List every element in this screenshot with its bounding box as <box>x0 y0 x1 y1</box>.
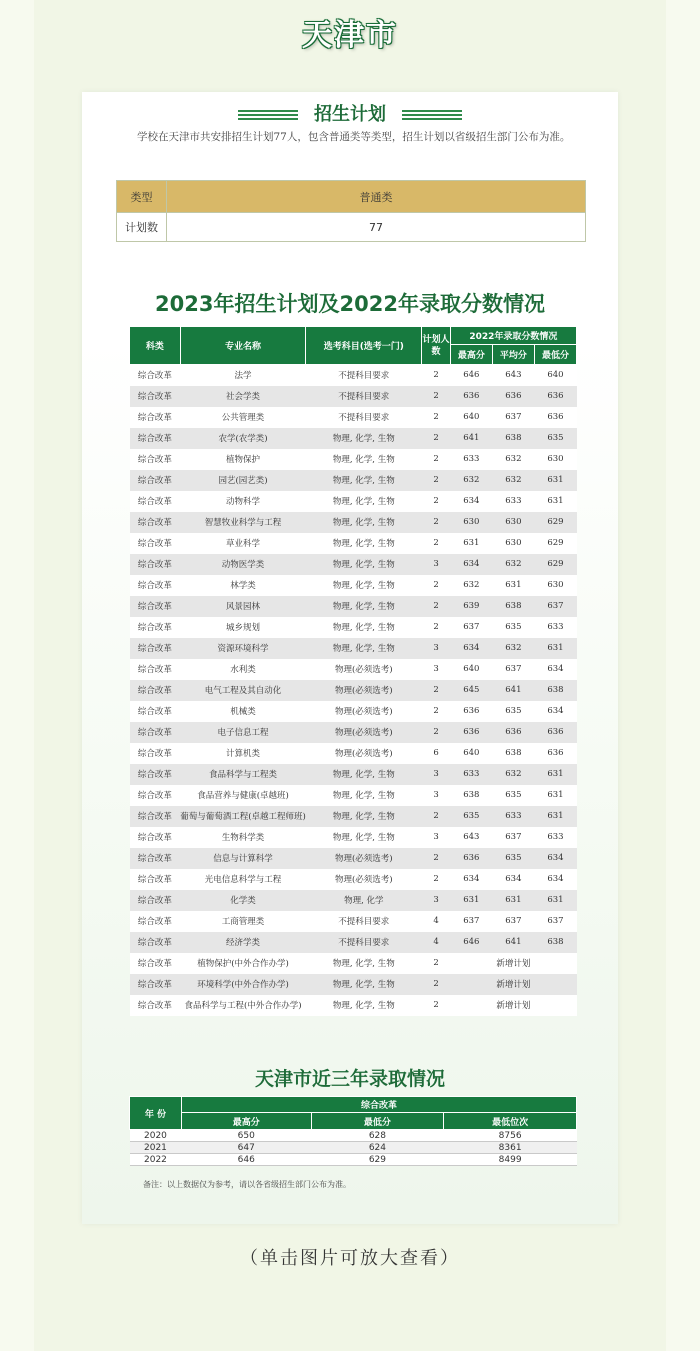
plan-intro: 学校在天津市共安排招生计划77人，包含普通类等类型，招生计划以省级招生部门公布为准。 <box>137 131 571 143</box>
cell-category: 综合改革 <box>130 827 181 848</box>
table-row <box>130 428 577 449</box>
cell-max: 632 <box>450 470 492 491</box>
cell-avg: 635 <box>492 617 534 638</box>
cell-category: 综合改革 <box>130 680 181 701</box>
cell-subjects: 物理, 化学, 生物 <box>306 995 422 1016</box>
cell-major: 资源环境科学 <box>180 638 306 659</box>
cell-subjects: 物理, 化学, 生物 <box>306 554 422 575</box>
cell-avg: 635 <box>492 701 534 722</box>
cell-min: 631 <box>534 470 576 491</box>
cell-new-plan: 新增计划 <box>450 953 576 974</box>
cell-min: 634 <box>534 869 576 890</box>
cell-major: 化学类 <box>180 890 306 911</box>
plan-heading-text: 招生计划 <box>314 104 386 125</box>
cell-plan: 2 <box>422 953 451 974</box>
cell-avg: 631 <box>492 575 534 596</box>
cell-subjects: 物理, 化学, 生物 <box>306 827 422 848</box>
cell-max: 640 <box>450 743 492 764</box>
table-row <box>130 386 577 407</box>
table-row <box>130 890 577 911</box>
table-row <box>130 911 577 932</box>
cell-major: 环境科学(中外合作办学) <box>180 974 306 995</box>
cell-avg: 630 <box>492 533 534 554</box>
cell-major: 动物科学 <box>180 491 306 512</box>
cell-min: 629 <box>534 512 576 533</box>
cell-category: 综合改革 <box>130 890 181 911</box>
cell-category: 综合改革 <box>130 575 181 596</box>
cell-category: 综合改革 <box>130 806 181 827</box>
cell-subjects: 物理(必须选考) <box>306 722 422 743</box>
cell-subjects: 不提科目要求 <box>306 386 422 407</box>
cell-plan: 2 <box>422 869 451 890</box>
cell-avg: 635 <box>492 785 534 806</box>
cell-plan: 6 <box>422 743 451 764</box>
cell-min: 636 <box>534 743 576 764</box>
cell-max: 633 <box>450 449 492 470</box>
cell-plan: 3 <box>422 890 451 911</box>
cell-max: 635 <box>450 806 492 827</box>
cell-category: 综合改革 <box>130 659 181 680</box>
cell-major: 植物保护(中外合作办学) <box>180 953 306 974</box>
cell-min: 634 <box>534 701 576 722</box>
cell-category: 综合改革 <box>130 974 181 995</box>
cell-max: 637 <box>450 617 492 638</box>
cell-plan: 2 <box>422 428 451 449</box>
score-title: 2023年招生计划及2022年录取分数情况 <box>155 292 545 316</box>
cell-min: 631 <box>534 806 576 827</box>
table-row <box>130 512 577 533</box>
cell-category: 综合改革 <box>130 869 181 890</box>
cell-category: 综合改革 <box>130 638 181 659</box>
hist-col-year: 年 份 <box>130 1097 182 1130</box>
cell-category: 综合改革 <box>130 470 181 491</box>
table-row <box>130 701 577 722</box>
table-row <box>130 974 577 995</box>
cell-year: 2020 <box>130 1130 182 1142</box>
cell-major: 工商管理类 <box>180 911 306 932</box>
cell-major: 智慧牧业科学与工程 <box>180 512 306 533</box>
cell-plan: 2 <box>422 470 451 491</box>
col-major: 专业名称 <box>180 327 306 365</box>
cell-max: 636 <box>450 848 492 869</box>
cell-major: 公共管理类 <box>180 407 306 428</box>
cell-min: 637 <box>534 596 576 617</box>
cell-avg: 637 <box>492 827 534 848</box>
history-table <box>129 1096 577 1166</box>
cell-subjects: 物理, 化学, 生物 <box>306 428 422 449</box>
table-row <box>130 848 577 869</box>
cell-avg: 636 <box>492 386 534 407</box>
cell-max: 631 <box>450 533 492 554</box>
cell-category: 综合改革 <box>130 365 181 386</box>
cell-avg: 632 <box>492 638 534 659</box>
cell-subjects: 物理, 化学, 生物 <box>306 617 422 638</box>
cell-max: 634 <box>450 554 492 575</box>
table-row <box>130 806 577 827</box>
col-subjects: 选考科目(选考一门) <box>306 327 422 365</box>
plan-type-label: 类型 <box>117 181 167 213</box>
cell-min: 634 <box>534 848 576 869</box>
cell-max: 634 <box>450 638 492 659</box>
cell-major: 草业科学 <box>180 533 306 554</box>
cell-max: 645 <box>450 680 492 701</box>
cell-avg: 641 <box>492 932 534 953</box>
cell-max: 640 <box>450 407 492 428</box>
hist-col-max: 最高分 <box>181 1113 311 1130</box>
cell-avg: 632 <box>492 449 534 470</box>
cell-plan: 2 <box>422 407 451 428</box>
cell-rank: 8499 <box>444 1154 577 1166</box>
cell-plan: 3 <box>422 827 451 848</box>
cell-subjects: 物理, 化学, 生物 <box>306 575 422 596</box>
cell-subjects: 物理, 化学, 生物 <box>306 596 422 617</box>
cell-plan: 2 <box>422 575 451 596</box>
cell-avg: 641 <box>492 680 534 701</box>
hist-col-min: 最低分 <box>311 1113 444 1130</box>
cell-plan: 3 <box>422 554 451 575</box>
cell-major: 城乡规划 <box>180 617 306 638</box>
cell-min: 637 <box>534 911 576 932</box>
table-row <box>130 869 577 890</box>
table-row <box>130 722 577 743</box>
cell-min: 631 <box>534 890 576 911</box>
cell-major: 经济学类 <box>180 932 306 953</box>
cell-max: 636 <box>450 701 492 722</box>
table-row <box>130 449 577 470</box>
cell-major: 水利类 <box>180 659 306 680</box>
cell-min: 633 <box>534 827 576 848</box>
cell-plan: 2 <box>422 386 451 407</box>
cell-major: 机械类 <box>180 701 306 722</box>
cell-avg: 637 <box>492 911 534 932</box>
table-row <box>130 1142 577 1154</box>
col-group: 2022年录取分数情况 <box>450 327 576 345</box>
table-row <box>130 533 577 554</box>
cell-min: 636 <box>534 407 576 428</box>
cell-category: 综合改革 <box>130 701 181 722</box>
cell-category: 综合改革 <box>130 722 181 743</box>
cell-category: 综合改革 <box>130 953 181 974</box>
table-row <box>130 575 577 596</box>
cell-avg: 635 <box>492 848 534 869</box>
cell-subjects: 物理, 化学, 生物 <box>306 491 422 512</box>
col-max: 最高分 <box>450 345 492 365</box>
cell-subjects: 物理, 化学, 生物 <box>306 512 422 533</box>
cell-avg: 637 <box>492 659 534 680</box>
cell-plan: 2 <box>422 680 451 701</box>
table-row <box>130 995 577 1016</box>
cell-subjects: 物理(必须选考) <box>306 848 422 869</box>
cell-major: 电子信息工程 <box>180 722 306 743</box>
cell-major: 植物保护 <box>180 449 306 470</box>
cell-max: 646 <box>181 1154 311 1166</box>
table-row <box>130 365 577 386</box>
cell-category: 综合改革 <box>130 554 181 575</box>
footer-hint: （单击图片可放大查看） <box>240 1248 460 1269</box>
cell-min: 636 <box>534 386 576 407</box>
plan-heading <box>82 100 618 126</box>
cell-major: 电气工程及其自动化 <box>180 680 306 701</box>
plan-table <box>116 180 586 242</box>
cell-new-plan: 新增计划 <box>450 974 576 995</box>
cell-category: 综合改革 <box>130 932 181 953</box>
cell-category: 综合改革 <box>130 764 181 785</box>
cell-plan: 2 <box>422 848 451 869</box>
cell-category: 综合改革 <box>130 743 181 764</box>
table-row <box>130 1154 577 1166</box>
cell-avg: 633 <box>492 806 534 827</box>
cell-subjects: 物理, 化学, 生物 <box>306 533 422 554</box>
cell-min: 624 <box>311 1142 444 1154</box>
cell-max: 632 <box>450 575 492 596</box>
cell-max: 634 <box>450 491 492 512</box>
col-category: 科类 <box>130 327 181 365</box>
cell-plan: 2 <box>422 533 451 554</box>
cell-major: 食品营养与健康(卓越班) <box>180 785 306 806</box>
cell-max: 646 <box>450 365 492 386</box>
cell-category: 综合改革 <box>130 428 181 449</box>
table-row <box>130 407 577 428</box>
table-row <box>130 554 577 575</box>
cell-major: 光电信息科学与工程 <box>180 869 306 890</box>
cell-min: 638 <box>534 680 576 701</box>
plan-type-value: 普通类 <box>167 181 586 213</box>
cell-min: 635 <box>534 428 576 449</box>
cell-min: 640 <box>534 365 576 386</box>
cell-max: 638 <box>450 785 492 806</box>
col-avg: 平均分 <box>492 345 534 365</box>
cell-category: 综合改革 <box>130 449 181 470</box>
table-row <box>130 638 577 659</box>
cell-plan: 2 <box>422 596 451 617</box>
cell-subjects: 不提科目要求 <box>306 932 422 953</box>
cell-rank: 8756 <box>444 1130 577 1142</box>
cell-max: 640 <box>450 659 492 680</box>
cell-subjects: 物理, 化学, 生物 <box>306 470 422 491</box>
cell-plan: 2 <box>422 365 451 386</box>
cell-year: 2021 <box>130 1142 182 1154</box>
history-note: 备注：以上数据仅为参考，请以各省级招生部门公布为准。 <box>143 1180 351 1189</box>
cell-avg: 638 <box>492 743 534 764</box>
cell-min: 631 <box>534 491 576 512</box>
cell-max: 636 <box>450 386 492 407</box>
cell-plan: 2 <box>422 722 451 743</box>
cell-subjects: 物理(必须选考) <box>306 680 422 701</box>
cell-major: 林学类 <box>180 575 306 596</box>
cell-category: 综合改革 <box>130 512 181 533</box>
cell-subjects: 不提科目要求 <box>306 911 422 932</box>
cell-new-plan: 新增计划 <box>450 995 576 1016</box>
cell-subjects: 物理(必须选考) <box>306 659 422 680</box>
cell-avg: 632 <box>492 554 534 575</box>
cell-category: 综合改革 <box>130 533 181 554</box>
cell-max: 641 <box>450 428 492 449</box>
cell-avg: 643 <box>492 365 534 386</box>
cell-major: 食品科学与工程(中外合作办学) <box>180 995 306 1016</box>
cell-plan: 4 <box>422 932 451 953</box>
cell-plan: 4 <box>422 911 451 932</box>
table-row <box>130 953 577 974</box>
cell-max: 630 <box>450 512 492 533</box>
table-row <box>130 827 577 848</box>
cell-plan: 3 <box>422 659 451 680</box>
cell-min: 633 <box>534 617 576 638</box>
cell-category: 综合改革 <box>130 848 181 869</box>
cell-min: 630 <box>534 449 576 470</box>
table-row <box>130 1130 577 1142</box>
cell-subjects: 物理, 化学, 生物 <box>306 449 422 470</box>
table-row <box>130 764 577 785</box>
cell-plan: 2 <box>422 512 451 533</box>
cell-avg: 632 <box>492 764 534 785</box>
cell-major: 计算机类 <box>180 743 306 764</box>
cell-subjects: 物理, 化学 <box>306 890 422 911</box>
cell-category: 综合改革 <box>130 617 181 638</box>
cell-subjects: 物理, 化学, 生物 <box>306 764 422 785</box>
cell-min: 629 <box>534 554 576 575</box>
cell-max: 631 <box>450 890 492 911</box>
table-row <box>130 470 577 491</box>
cell-min: 631 <box>534 638 576 659</box>
cell-major: 社会学类 <box>180 386 306 407</box>
cell-plan: 2 <box>422 701 451 722</box>
cell-subjects: 物理, 化学, 生物 <box>306 806 422 827</box>
cell-avg: 631 <box>492 890 534 911</box>
cell-max: 636 <box>450 722 492 743</box>
table-row <box>130 743 577 764</box>
cell-max: 643 <box>450 827 492 848</box>
cell-subjects: 物理, 化学, 生物 <box>306 638 422 659</box>
cell-category: 综合改革 <box>130 995 181 1016</box>
cell-plan: 2 <box>422 995 451 1016</box>
cell-major: 食品科学与工程类 <box>180 764 306 785</box>
cell-avg: 630 <box>492 512 534 533</box>
cell-subjects: 物理, 化学, 生物 <box>306 953 422 974</box>
score-table <box>129 326 577 1016</box>
cell-avg: 634 <box>492 869 534 890</box>
cell-min: 628 <box>311 1130 444 1142</box>
cell-max: 646 <box>450 932 492 953</box>
cell-plan: 2 <box>422 491 451 512</box>
cell-max: 647 <box>181 1142 311 1154</box>
cell-category: 综合改革 <box>130 407 181 428</box>
cell-min: 638 <box>534 932 576 953</box>
cell-category: 综合改革 <box>130 491 181 512</box>
hist-col-group: 综合改革 <box>181 1097 576 1113</box>
table-row <box>130 785 577 806</box>
cell-max: 633 <box>450 764 492 785</box>
cell-avg: 633 <box>492 491 534 512</box>
plan-count-value: 77 <box>167 213 586 242</box>
cell-subjects: 不提科目要求 <box>306 407 422 428</box>
table-row <box>130 491 577 512</box>
col-min: 最低分 <box>534 345 576 365</box>
cell-category: 综合改革 <box>130 596 181 617</box>
cell-major: 园艺(园艺类) <box>180 470 306 491</box>
cell-plan: 2 <box>422 449 451 470</box>
cell-plan: 2 <box>422 806 451 827</box>
cell-major: 风景园林 <box>180 596 306 617</box>
cell-major: 葡萄与葡萄酒工程(卓越工程师班) <box>180 806 306 827</box>
cell-avg: 638 <box>492 428 534 449</box>
cell-subjects: 物理(必须选考) <box>306 701 422 722</box>
cell-min: 631 <box>534 764 576 785</box>
cell-max: 634 <box>450 869 492 890</box>
cell-major: 法学 <box>180 365 306 386</box>
col-plan: 计划人数 <box>422 327 451 365</box>
table-row <box>130 659 577 680</box>
cell-plan: 2 <box>422 974 451 995</box>
cell-avg: 632 <box>492 470 534 491</box>
cell-subjects: 不提科目要求 <box>306 365 422 386</box>
cell-subjects: 物理, 化学, 生物 <box>306 974 422 995</box>
page-title: 天津市 <box>302 18 398 53</box>
cell-avg: 637 <box>492 407 534 428</box>
cell-plan: 2 <box>422 617 451 638</box>
cell-year: 2022 <box>130 1154 182 1166</box>
cell-max: 639 <box>450 596 492 617</box>
cell-min: 629 <box>311 1154 444 1166</box>
cell-min: 630 <box>534 575 576 596</box>
cell-min: 634 <box>534 659 576 680</box>
plan-count-label: 计划数 <box>117 213 167 242</box>
cell-min: 629 <box>534 533 576 554</box>
cell-subjects: 物理(必须选考) <box>306 743 422 764</box>
cell-max: 650 <box>181 1130 311 1142</box>
cell-subjects: 物理, 化学, 生物 <box>306 785 422 806</box>
cell-major: 动物医学类 <box>180 554 306 575</box>
cell-category: 综合改革 <box>130 785 181 806</box>
cell-max: 637 <box>450 911 492 932</box>
cell-avg: 638 <box>492 596 534 617</box>
cell-min: 631 <box>534 785 576 806</box>
cell-subjects: 物理(必须选考) <box>306 869 422 890</box>
decor-lines-icon <box>238 110 298 120</box>
cell-category: 综合改革 <box>130 911 181 932</box>
cell-avg: 636 <box>492 722 534 743</box>
decor-lines-icon <box>402 110 462 120</box>
cell-rank: 8361 <box>444 1142 577 1154</box>
table-row <box>130 596 577 617</box>
history-title: 天津市近三年录取情况 <box>254 1068 445 1090</box>
table-row <box>130 932 577 953</box>
cell-plan: 3 <box>422 638 451 659</box>
cell-major: 农学(农学类) <box>180 428 306 449</box>
cell-category: 综合改革 <box>130 386 181 407</box>
table-row <box>130 680 577 701</box>
table-row <box>130 617 577 638</box>
cell-plan: 3 <box>422 785 451 806</box>
cell-major: 信息与计算科学 <box>180 848 306 869</box>
cell-min: 636 <box>534 722 576 743</box>
cell-plan: 3 <box>422 764 451 785</box>
hist-col-rank: 最低位次 <box>444 1113 577 1130</box>
cell-major: 生物科学类 <box>180 827 306 848</box>
